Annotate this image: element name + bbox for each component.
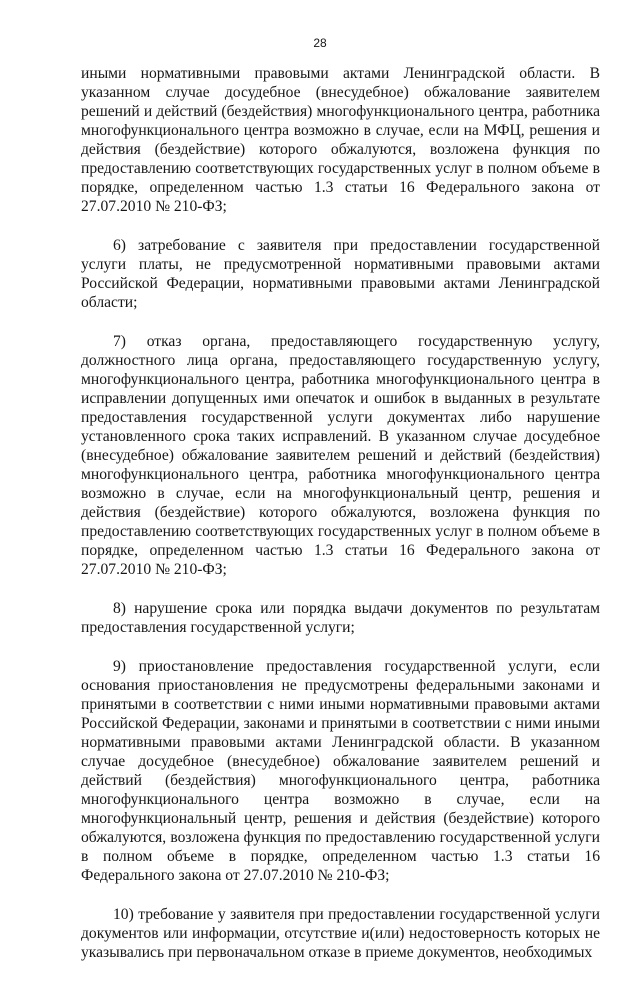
paragraph-item-8: 8) нарушение срока или порядка выдачи документов по результатам предоставления государственной услуги; [81,600,600,636]
paragraph-item-7: 7) отказ органа, предоставляющего государственную услугу, должностного лица органа, предоставляющего государственную услугу, многофункционального центра, работника многофункционального центра в исправлении допущенных ими опечаток и ошибок в выданных в результате предоставления государственной услуги документах либо нарушение установленного срока таких исправлений. В указанном случае досудебное (внесудебное) обжалование заявителем решений и действий (бездействия) многофункционального центра, работника многофункционального центра возможно в случае, если на многофункциональный центр, решения и действия (бездействие) которого обжалуются, возложена функция по предоставлению соответствующих государственных услуг в полном объеме в порядке, определенном частью 1.3 статьи 16 Федерального закона от 27.07.2010 № 210-ФЗ; [81,333,600,578]
paragraph-item-9: 9) приостановление предоставления государственной услуги, если основания приостановления не предусмотрены федеральными законами и принятыми в соответствии с ними иными нормативными правовыми актами Российской Федерации, законами и принятыми в соответствии с ними иными нормативными правовыми актами Ленинградской области. В указанном случае досудебное (внесудебное) обжалование заявителем решений и действий (бездействия) многофункционального центра, работника многофункционального центра возможно в случае, если на многофункциональный центр, решения и действия (бездействие) которого обжалуются, возложена функция по предоставлению государственной услуги в полном объеме в порядке, определенном частью 1.3 статьи 16 Федерального закона от 27.07.2010 № 210-ФЗ; [81,658,600,884]
page-number: 28 [313,36,327,50]
paragraph-continuation: иными нормативными правовыми актами Ленинградской области. В указанном случае досудебное (внесудебное) обжалование заявителем решений и действий (бездействия) многофункционального центра, работника многофункционального центра возможно в случае, если на МФЦ, решения и действия (бездействие) которого обжалуются, возложена функция по предоставлению соответствующих государственных услуг в полном объеме в порядке, определенном частью 1.3 статьи 16 Федерального закона от 27.07.2010 № 210-ФЗ; [81,65,600,215]
paragraph-item-10: 10) требование у заявителя при предоставлении государственной услуги документов или информации, отсутствие и(или) недостоверность которых не указывались при первоначальном отказе в приеме документов, необходимых [81,906,600,961]
document-body [81,64,600,982]
paragraph-item-6: 6) затребование с заявителя при предоставлении государственной услуги платы, не предусмотренной нормативными правовыми актами Российской Федерации, нормативными правовыми актами Ленинградской области; [81,237,600,311]
